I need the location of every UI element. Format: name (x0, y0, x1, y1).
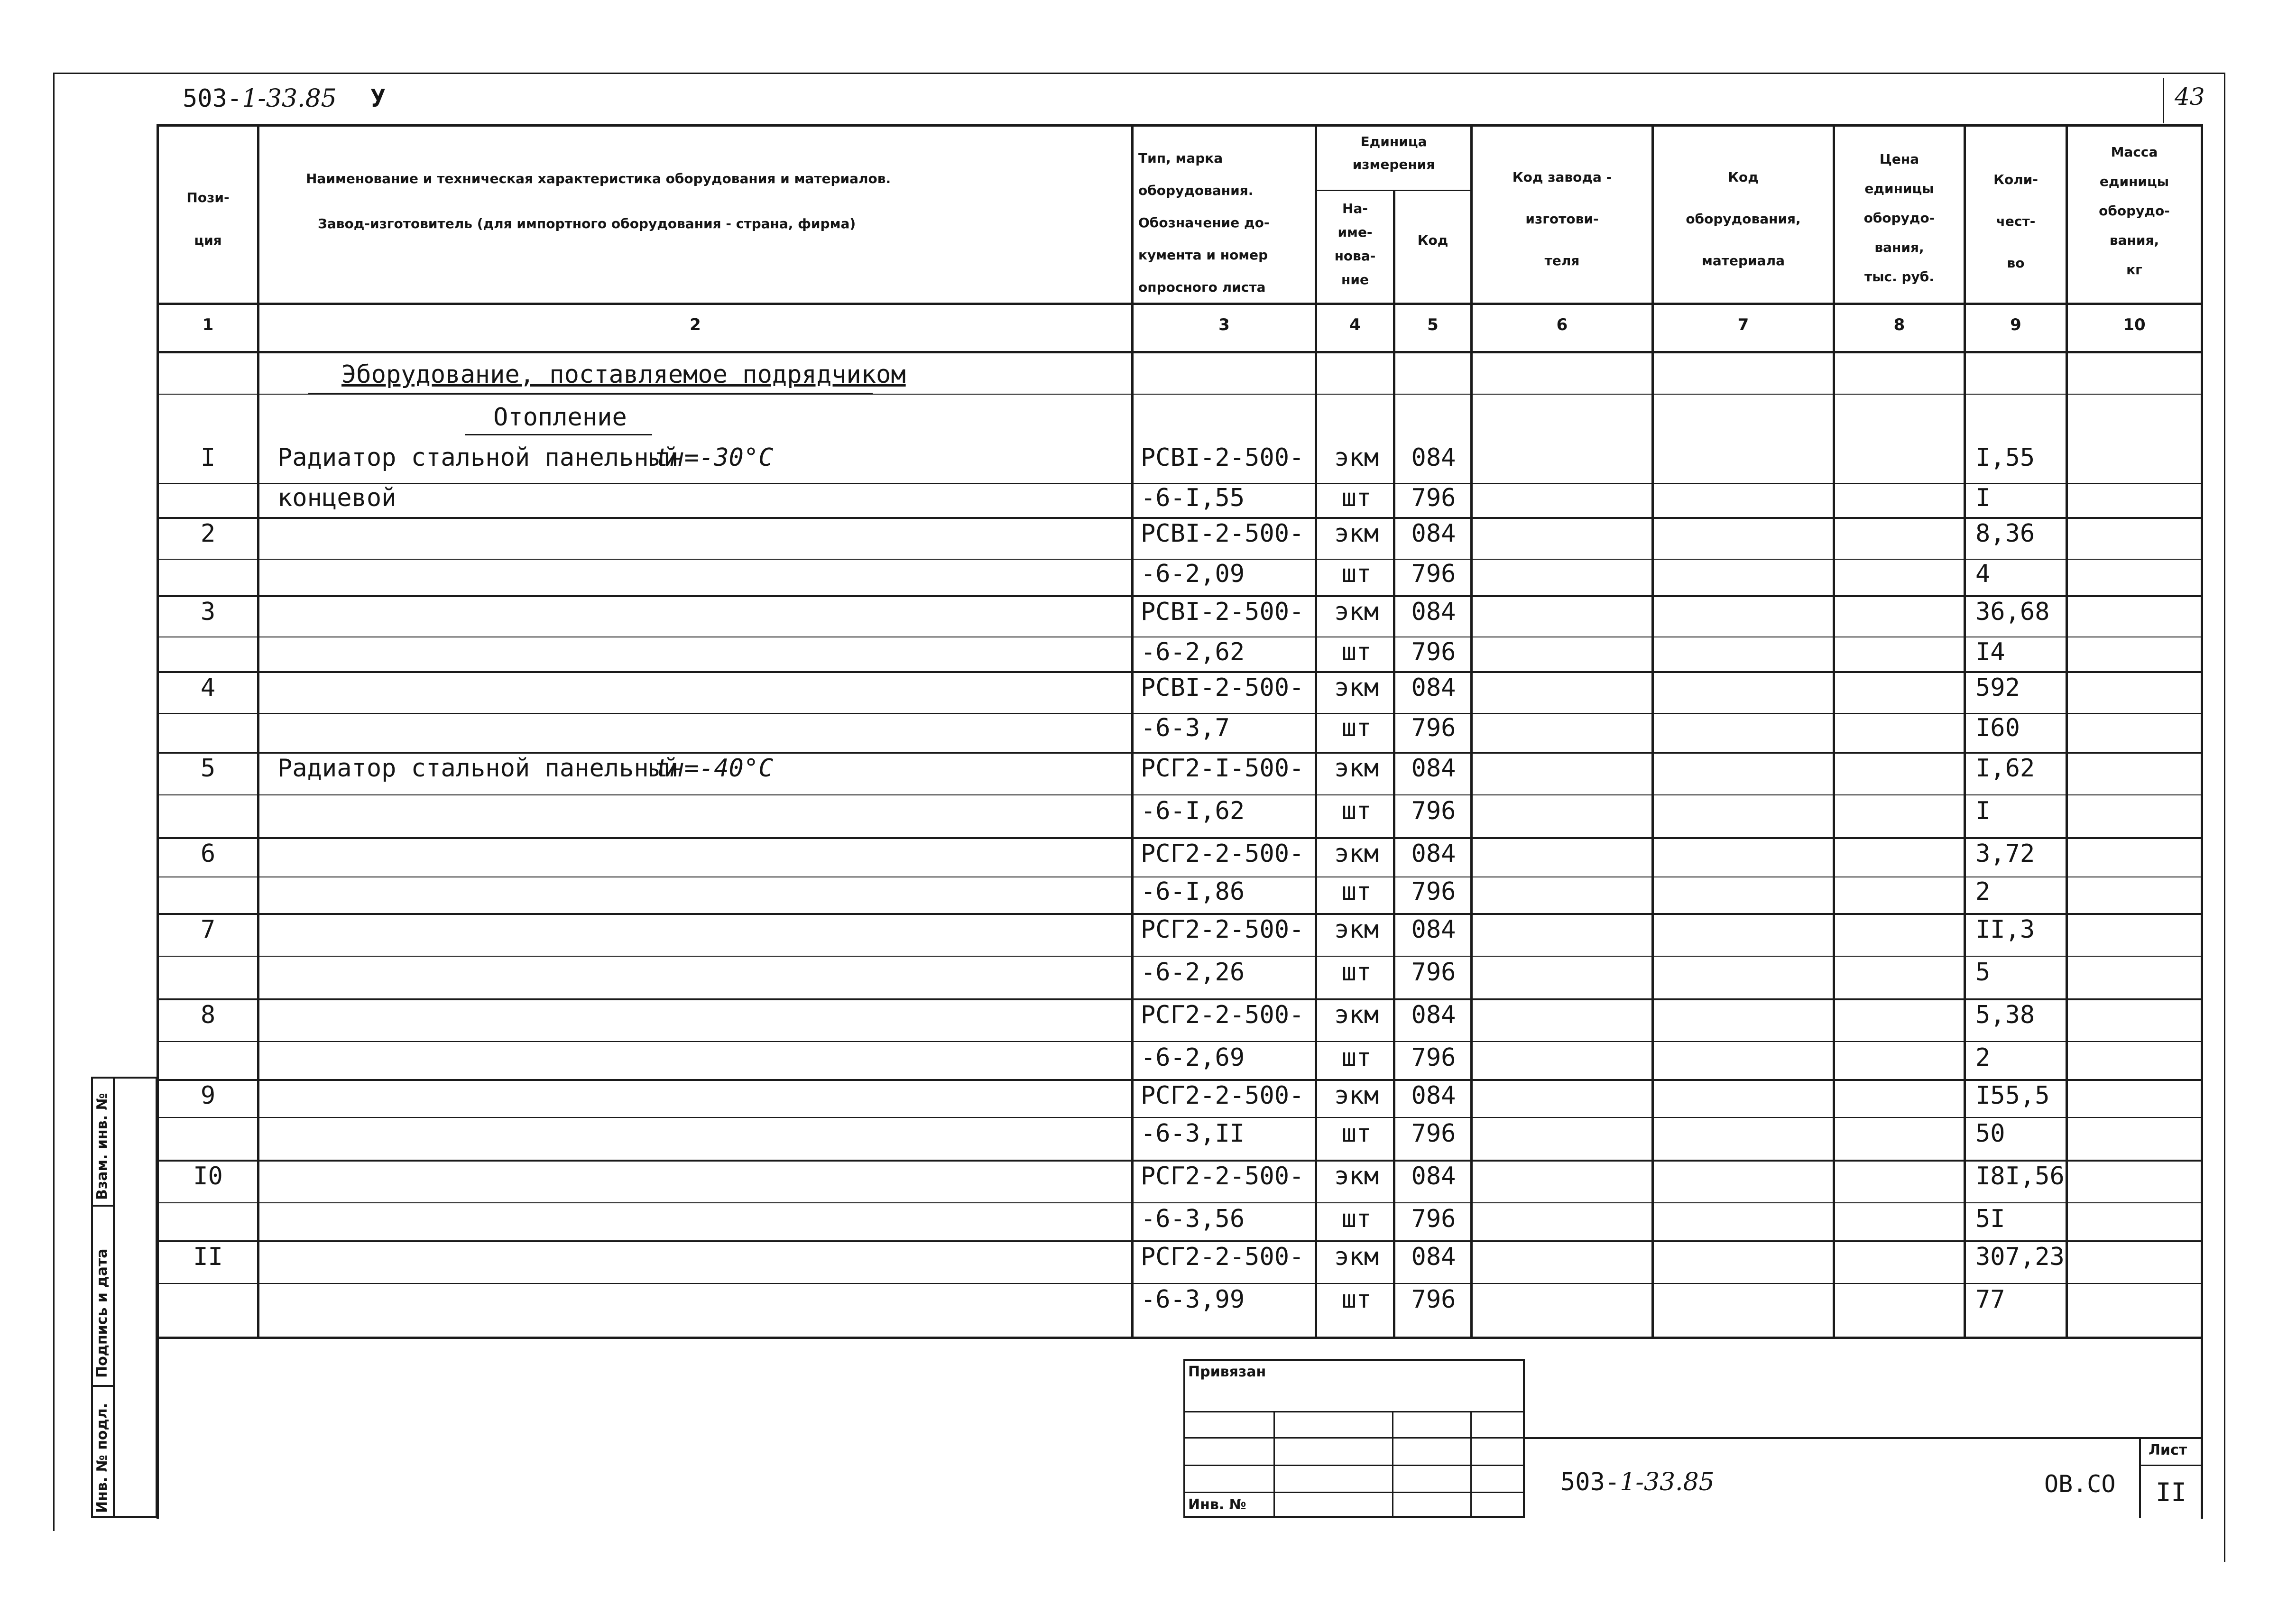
row-12-unit: экм (1334, 915, 1379, 944)
row-17-unit: шт (1341, 1119, 1372, 1148)
row-13-code: 796 (1411, 958, 1456, 987)
row-7-type: -6-3,7 (1141, 714, 1230, 742)
row-13-qty: 5 (1975, 958, 1991, 987)
row-11-type: -6-I,86 (1141, 877, 1245, 906)
page-number: 43 (2175, 83, 2205, 111)
row-21-unit: шт (1341, 1285, 1372, 1314)
col-header-name-line1: Наименование и техническая характеристика оборудования и материалов. (306, 171, 891, 186)
row-6-code: 084 (1411, 674, 1456, 702)
row-1-type: -6-I,55 (1141, 484, 1245, 512)
row-11-qty: 2 (1975, 877, 1991, 906)
row-10-qty: 3,72 (1975, 840, 2035, 868)
row-6-pos: 4 (200, 674, 216, 702)
doc-code-prefix: 503- (183, 84, 242, 113)
row-4-pos: 3 (200, 598, 216, 626)
row-14-unit: экм (1334, 1001, 1379, 1029)
row-2-type: РСВI-2-500- (1141, 519, 1304, 548)
stamp-mark: ОВ.СО (2044, 1470, 2116, 1498)
row-15-code: 796 (1411, 1043, 1456, 1072)
row-1-unit: шт (1341, 484, 1372, 512)
row-1-qty: I (1975, 484, 1991, 512)
col-number-2: 2 (690, 315, 701, 334)
stamp-doc-number: 1-33.85 (1620, 1468, 1715, 1496)
row-4-qty: 36,68 (1975, 598, 2050, 626)
row-20-unit: экм (1334, 1243, 1379, 1271)
row-1-code: 796 (1411, 484, 1456, 512)
row-5-unit: шт (1341, 638, 1372, 666)
row-16-qty: I55,5 (1975, 1081, 2050, 1110)
row-3-type: -6-2,09 (1141, 560, 1245, 588)
col-header-quantity: Коли- чест- во (1993, 172, 2038, 271)
row-2-qty: 8,36 (1975, 519, 2035, 548)
row-16-unit: экм (1334, 1081, 1379, 1110)
row-4-type: РСВI-2-500- (1141, 598, 1304, 626)
col-number-8: 8 (1893, 315, 1905, 334)
col-header-unit-name: На- име- нова- ние (1334, 201, 1376, 287)
row-12-qty: II,3 (1975, 915, 2035, 944)
row-1-name: концевой (277, 484, 397, 512)
row-21-qty: 77 (1975, 1285, 2005, 1314)
row-7-unit: шт (1341, 714, 1372, 742)
col-number-4: 4 (1349, 315, 1361, 334)
row-20-code: 084 (1411, 1243, 1456, 1271)
row-0-code: 084 (1411, 443, 1456, 472)
row-8-qty: I,62 (1975, 754, 2035, 783)
col-number-10: 10 (2123, 315, 2146, 334)
row-19-code: 796 (1411, 1205, 1456, 1233)
row-0-qty: I,55 (1975, 443, 2035, 472)
row-12-type: РСГ2-2-500- (1141, 915, 1304, 944)
col-number-6: 6 (1556, 315, 1568, 334)
row-9-type: -6-I,62 (1141, 797, 1245, 825)
col-header-name-line2: Завод-изготовитель (для импортного оборудования - страна, фирма) (318, 216, 856, 231)
row-12-code: 084 (1411, 915, 1456, 944)
row-8-code: 084 (1411, 754, 1456, 783)
row-5-type: -6-2,62 (1141, 638, 1245, 666)
row-10-unit: экм (1334, 840, 1379, 868)
col-number-3: 3 (1218, 315, 1230, 334)
stamp-inv-no: Инв. № (1188, 1496, 1246, 1513)
row-19-unit: шт (1341, 1205, 1372, 1233)
col-header-price: Цена единицы оборудо- вания, тыс. руб. (1863, 151, 1935, 285)
doc-code-number: 1-33.85 (242, 84, 337, 113)
row-18-pos: I0 (193, 1162, 223, 1190)
row-5-qty: I4 (1975, 638, 2005, 666)
outer-frame (53, 73, 2225, 74)
col-number-1: 1 (202, 315, 214, 334)
row-19-type: -6-3,56 (1141, 1205, 1245, 1233)
row-18-qty: I8I,56 (1975, 1162, 2065, 1190)
row-8-unit: экм (1334, 754, 1379, 783)
col-header-unit: Единица измерения (1352, 134, 1435, 172)
row-20-type: РСГ2-2-500- (1141, 1243, 1304, 1271)
row-0-name: Радиатор стальной панельный (277, 443, 679, 472)
row-11-unit: шт (1341, 877, 1372, 906)
row-20-pos: II (193, 1243, 223, 1271)
row-16-type: РСГ2-2-500- (1141, 1081, 1304, 1110)
row-14-type: РСГ2-2-500- (1141, 1001, 1304, 1029)
row-3-unit: шт (1341, 560, 1372, 588)
side-label-replaced-inv: Взам. инв. № (94, 1093, 111, 1200)
row-13-type: -6-2,26 (1141, 958, 1245, 987)
row-3-code: 796 (1411, 560, 1456, 588)
row-19-qty: 5I (1975, 1205, 2005, 1233)
row-9-qty: I (1975, 797, 1991, 825)
row-15-unit: шт (1341, 1043, 1372, 1072)
row-21-code: 796 (1411, 1285, 1456, 1314)
row-8-temp: tн=-40°С (655, 754, 774, 783)
row-4-code: 084 (1411, 598, 1456, 626)
row-8-pos: 5 (200, 754, 216, 783)
row-12-pos: 7 (200, 915, 216, 944)
row-10-code: 084 (1411, 840, 1456, 868)
row-21-type: -6-3,99 (1141, 1285, 1245, 1314)
row-14-pos: 8 (200, 1001, 216, 1029)
outer-frame-right (2224, 73, 2225, 1562)
row-10-pos: 6 (200, 840, 216, 868)
stamp-privyazan: Привязан (1188, 1364, 1266, 1380)
row-7-code: 796 (1411, 714, 1456, 742)
col-header-factory-code: Код завода - изготови- теля (1512, 169, 1612, 268)
row-8-type: РСГ2-I-500- (1141, 754, 1304, 783)
page-number-box (2163, 78, 2164, 123)
row-18-code: 084 (1411, 1162, 1456, 1190)
row-0-temp: tн=-30°С (655, 443, 774, 472)
row-9-unit: шт (1341, 797, 1372, 825)
row-6-qty: 592 (1975, 674, 2020, 702)
row-0-type: РСВI-2-500- (1141, 443, 1304, 472)
row-11-code: 796 (1411, 877, 1456, 906)
row-8-name: Радиатор стальной панельный (277, 754, 679, 783)
col-number-7: 7 (1737, 315, 1749, 334)
col-header-equipment-code: Код оборудования, материала (1686, 169, 1801, 268)
row-9-code: 796 (1411, 797, 1456, 825)
row-7-qty: I60 (1975, 714, 2020, 742)
row-13-unit: шт (1341, 958, 1372, 987)
row-4-unit: экм (1334, 598, 1379, 626)
row-6-unit: экм (1334, 674, 1379, 702)
col-header-unit-code: Код (1417, 232, 1448, 248)
row-18-unit: экм (1334, 1162, 1379, 1190)
row-0-unit: экм (1334, 443, 1379, 472)
row-14-qty: 5,38 (1975, 1001, 2035, 1029)
row-3-qty: 4 (1975, 560, 1991, 588)
side-label-sign-date: Подпись и дата (94, 1248, 111, 1378)
col-number-9: 9 (2010, 315, 2021, 334)
stamp-doc-code (1560, 1468, 1715, 1496)
row-14-code: 084 (1411, 1001, 1456, 1029)
col-number-5: 5 (1427, 315, 1439, 334)
row-18-type: РСГ2-2-500- (1141, 1162, 1304, 1190)
section-title: Эборудование, поставляемое подрядчиком (341, 360, 906, 389)
row-15-qty: 2 (1975, 1043, 1991, 1072)
doc-code-header (183, 84, 385, 113)
stamp-sheet-label: Лист (2149, 1442, 2187, 1458)
row-0-pos: I (200, 443, 216, 472)
col-header-position: Пози- ция (186, 190, 230, 248)
stamp-sheet-number: II (2156, 1477, 2187, 1507)
row-2-unit: экм (1334, 519, 1379, 548)
subsection-title: Отопление (493, 403, 627, 432)
stamp-doc-prefix: 503- (1560, 1468, 1620, 1496)
col-header-type: Тип, марка оборудования. Обозначение до- кумента и номер опросного листа (1138, 150, 1270, 295)
row-17-type: -6-3,II (1141, 1119, 1245, 1148)
doc-code-suffix: У (370, 84, 386, 113)
row-5-code: 796 (1411, 638, 1456, 666)
row-17-qty: 50 (1975, 1119, 2005, 1148)
row-15-type: -6-2,69 (1141, 1043, 1245, 1072)
row-2-code: 084 (1411, 519, 1456, 548)
outer-frame-left (53, 73, 55, 1531)
side-label-inv-orig: Инв. № подл. (94, 1403, 111, 1513)
row-20-qty: 307,23 (1975, 1243, 2065, 1271)
row-6-type: РСВI-2-500- (1141, 674, 1304, 702)
row-16-code: 084 (1411, 1081, 1456, 1110)
row-17-code: 796 (1411, 1119, 1456, 1148)
col-header-mass: Масса единицы оборудо- вания, кг (2099, 144, 2170, 277)
row-2-pos: 2 (200, 519, 216, 548)
row-10-type: РСГ2-2-500- (1141, 840, 1304, 868)
row-16-pos: 9 (200, 1081, 216, 1110)
